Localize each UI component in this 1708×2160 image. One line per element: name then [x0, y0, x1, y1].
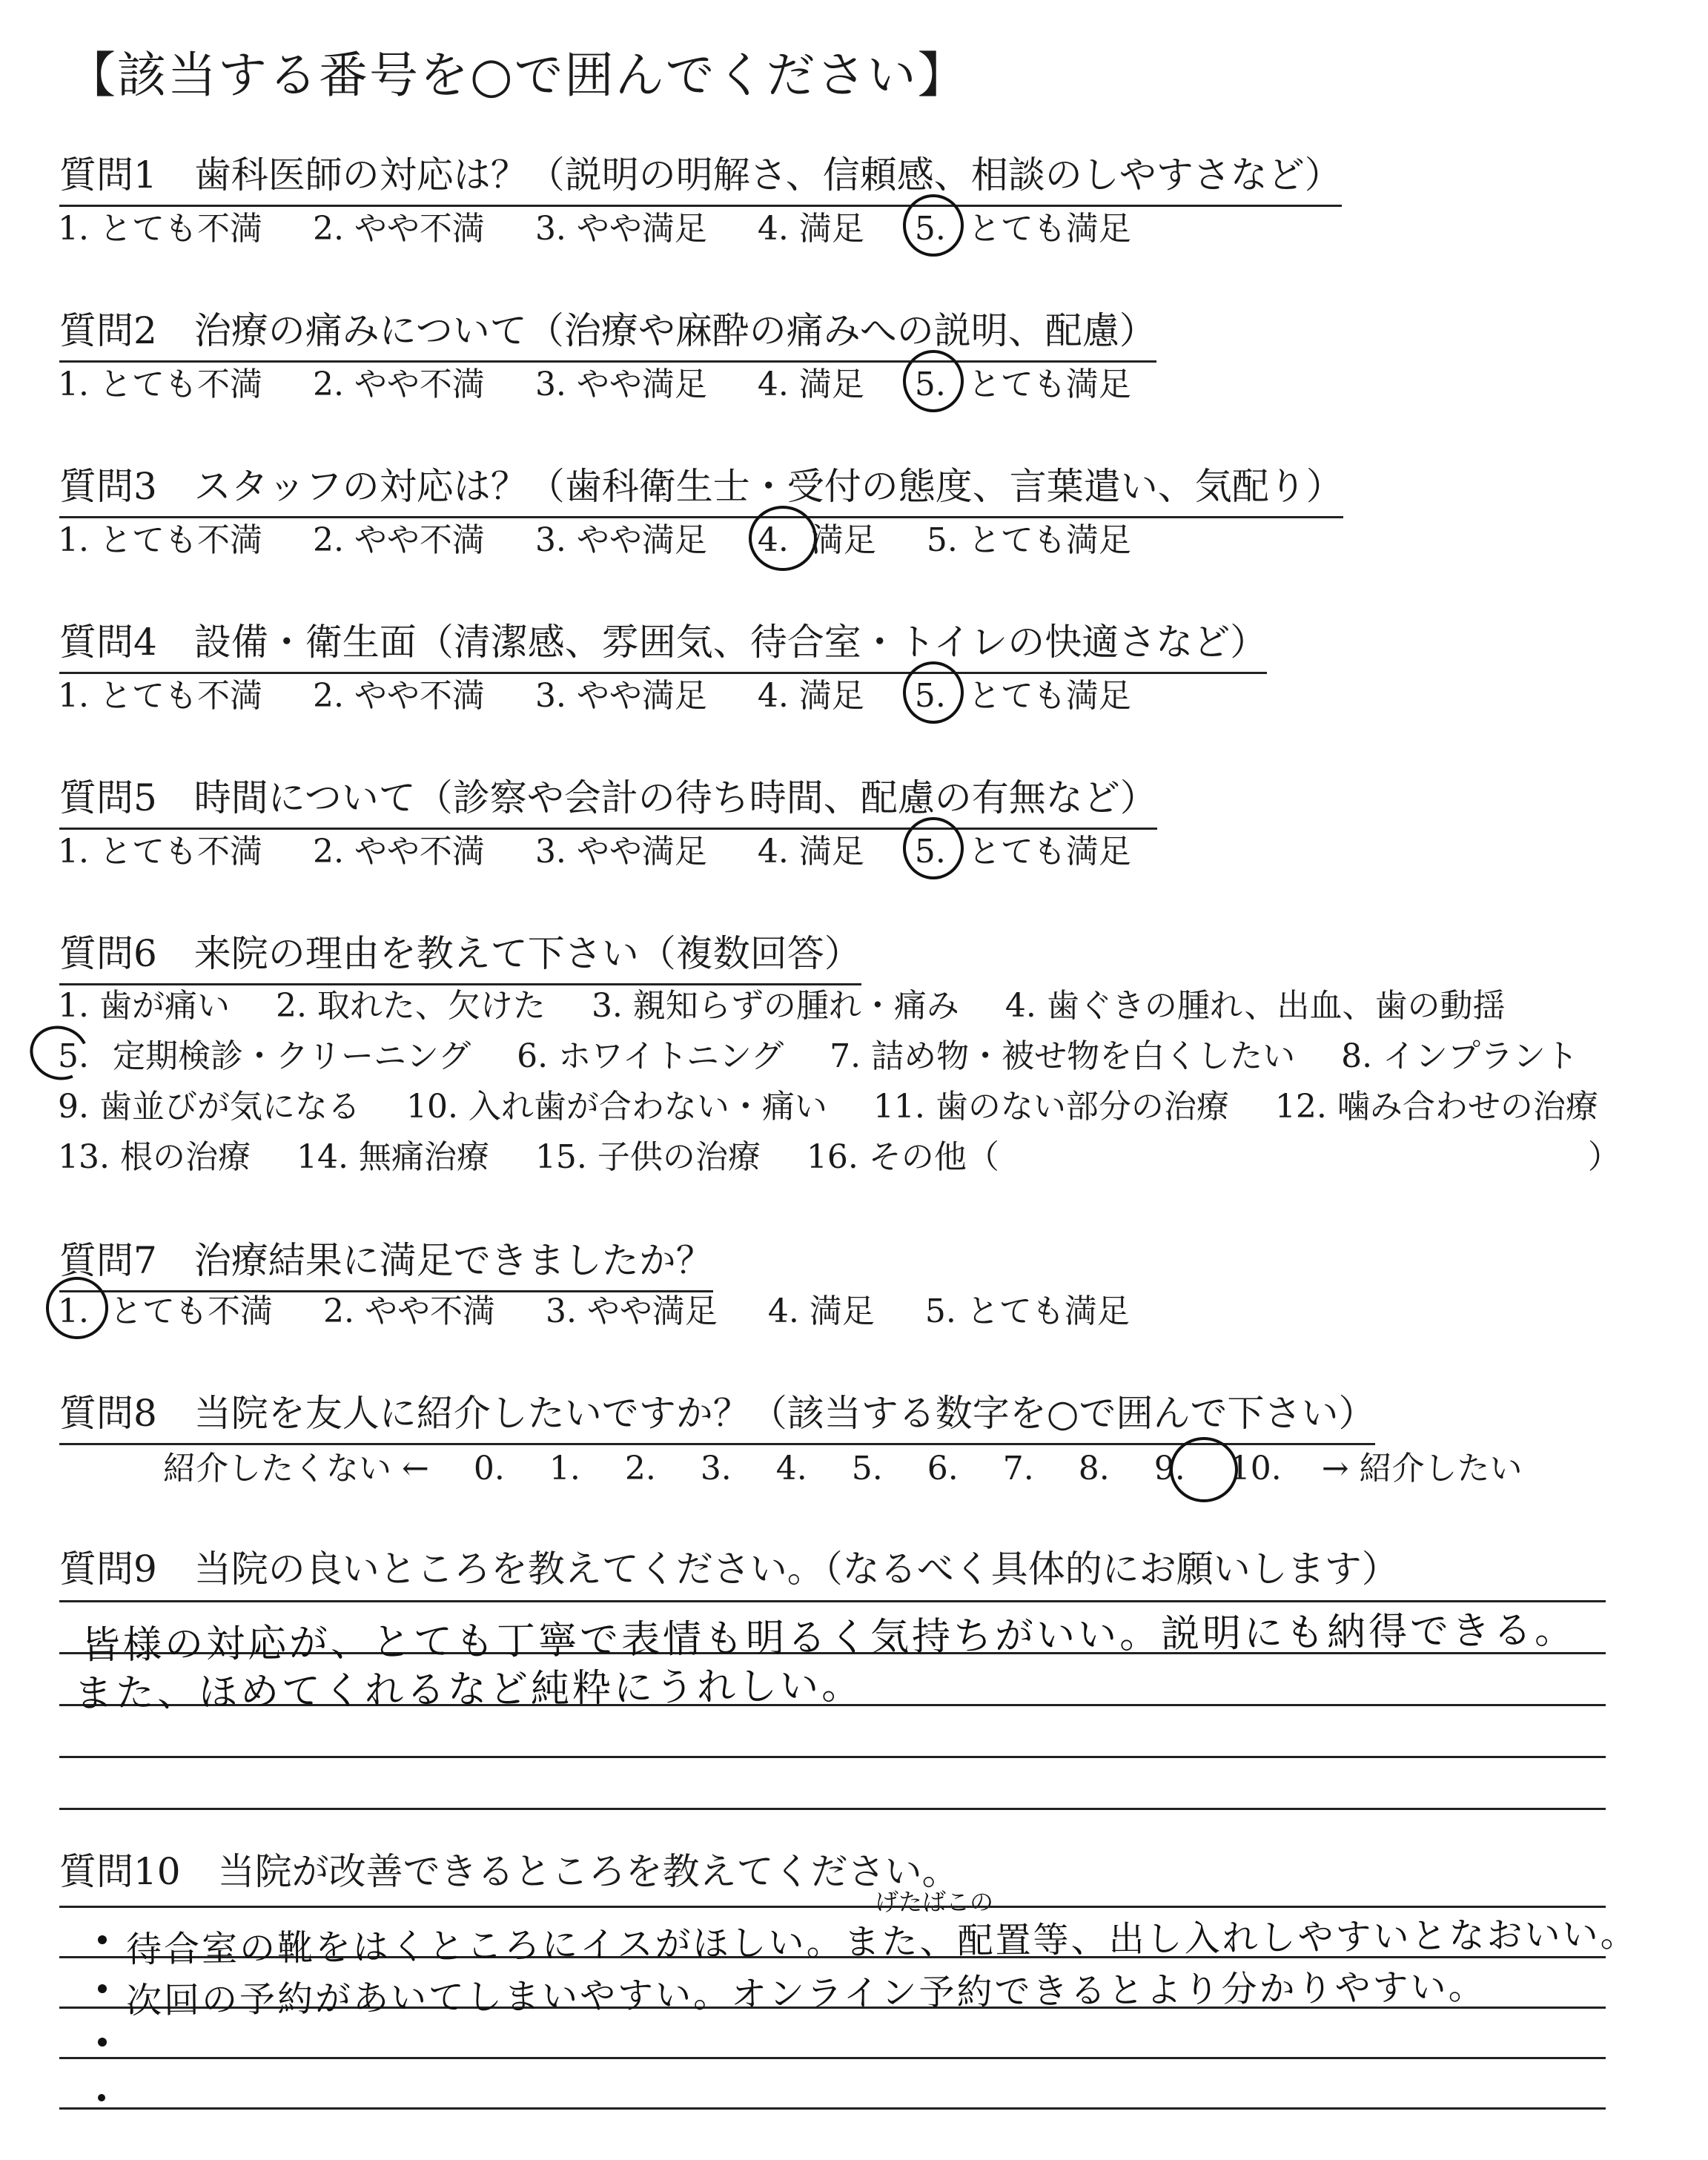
question-2-heading: 質問2 治療の痛みについて（治療や麻酔の痛みへの説明、配慮）	[59, 301, 1156, 363]
q10-bullet-1	[98, 1935, 107, 1944]
q10-bullet-4	[98, 2094, 105, 2101]
q6-option-12[interactable]: 12. 噛み合わせの治療	[1274, 1088, 1598, 1126]
q4-option-4[interactable]: 4. 満足	[757, 677, 864, 715]
q6-option-3[interactable]: 3. 親知らずの腫れ・痛み	[591, 987, 959, 1025]
q6-option-2[interactable]: 2. 取れた、欠けた	[275, 987, 546, 1025]
q5-option-5-label: とても満足	[967, 833, 1131, 871]
q1-option-3[interactable]: 3. やや満足	[534, 210, 707, 248]
q7-option-1-label: とても不満	[109, 1292, 273, 1330]
q8-option-8[interactable]: 8.	[1078, 1450, 1110, 1487]
q8-option-9[interactable]: 9.	[1153, 1450, 1185, 1487]
question-9-heading: 質問9 当院の良いところを教えてください。（なるべく具体的にお願いします）	[59, 1548, 1399, 1591]
question-1-options	[58, 202, 1131, 249]
q9-answer-line-1: 皆様の対応が、とても丁寧で表情も明るく気持ちがいい。説明にも納得できる。	[81, 1608, 1577, 1668]
q6-options-row-2	[58, 1029, 1614, 1077]
question-8-heading: 質問8 当院を友人に紹介したいですか？（該当する数字を○で囲んで下さい）	[59, 1384, 1375, 1445]
q8-scale	[163, 1441, 1557, 1489]
q1-option-1[interactable]: 1. とても不満	[58, 210, 262, 248]
q6-options-row-4	[58, 1130, 1656, 1178]
question-7-options	[58, 1284, 1130, 1332]
q4-option-3[interactable]: 3. やや満足	[534, 677, 707, 715]
question-2-options	[58, 357, 1131, 405]
q7-option-1[interactable]: 1.	[58, 1292, 89, 1330]
q5-option-4[interactable]: 4. 満足	[757, 833, 864, 871]
q10-bullet-2	[98, 1984, 107, 1993]
q6-option-5-label: 定期検診・クリーニング	[112, 1037, 471, 1075]
q8-option-6[interactable]: 6.	[927, 1450, 959, 1487]
q9-rule-5	[59, 1808, 1606, 1810]
question-6-heading: 質問6 来院の理由を教えて下さい（複数回答）	[59, 924, 861, 985]
q2-option-3[interactable]: 3. やや満足	[534, 366, 707, 403]
q10-rule-5	[59, 2107, 1606, 2110]
q10-furigana: げたばこの	[875, 1888, 994, 1916]
q1-option-2[interactable]: 2. やや不満	[312, 210, 485, 248]
q2-option-4[interactable]: 4. 満足	[757, 366, 864, 403]
q3-option-4[interactable]: 4.	[757, 521, 789, 559]
q1-option-5-label: とても満足	[967, 210, 1131, 248]
q6-option-5[interactable]: 5.	[58, 1037, 89, 1075]
q10-bullet-3	[98, 2038, 107, 2047]
q6-option-6[interactable]: 6. ホワイトニング	[517, 1037, 784, 1075]
question-4-options	[58, 669, 1131, 716]
q6-option-11[interactable]: 11. 歯のない部分の治療	[873, 1088, 1229, 1126]
question-4-heading: 質問4 設備・衛生面（清潔感、雰囲気、待合室・トイレの快適さなど）	[59, 612, 1267, 674]
q6-option-15[interactable]: 15. 子供の治療	[534, 1138, 761, 1176]
q6-option-7[interactable]: 7. 詰め物・被せ物を白くしたい	[830, 1037, 1296, 1075]
q3-option-2[interactable]: 2. やや不満	[312, 521, 485, 559]
question-5-options	[58, 825, 1131, 872]
q4-option-5-label: とても満足	[967, 677, 1131, 715]
q10-rule-4	[59, 2057, 1606, 2059]
question-5-heading: 質問5 時間について（診察や会計の待ち時間、配慮の有無など）	[59, 768, 1157, 830]
q2-option-5-label: とても満足	[967, 366, 1131, 403]
page-title: 【該当する番号を○で囲んでください】	[67, 47, 968, 104]
q8-option-10[interactable]: 10.	[1229, 1450, 1282, 1487]
q7-option-2[interactable]: 2. やや不満	[322, 1292, 495, 1330]
q9-answer-line-2: また、ほめてくれるなど純粋にうれしい。	[73, 1663, 864, 1717]
q7-option-3[interactable]: 3. やや満足	[545, 1292, 718, 1330]
question-7-heading: 質問7 治療結果に満足できましたか？	[59, 1231, 713, 1292]
q4-option-1[interactable]: 1. とても不満	[58, 677, 262, 715]
q5-option-1[interactable]: 1. とても不満	[58, 833, 262, 871]
q6-option-9[interactable]: 9. 歯並びが気になる	[58, 1088, 360, 1126]
question-3-options	[58, 513, 1131, 561]
q8-option-1[interactable]: 1.	[549, 1450, 580, 1487]
q2-option-5[interactable]: 5.	[914, 366, 946, 403]
q5-option-2[interactable]: 2. やや不満	[312, 833, 485, 871]
question-3-heading: 質問3 スタッフの対応は？（歯科衛生士・受付の態度、言葉遣い、気配り）	[59, 457, 1343, 518]
q6-option-16[interactable]: 16. その他（	[806, 1138, 999, 1176]
question-1-heading: 質問1 歯科医師の対応は？（説明の明解さ、信頼感、相談のしやすさなど）	[59, 145, 1342, 207]
q5-option-5[interactable]: 5.	[914, 833, 946, 871]
q9-rule-4	[59, 1756, 1606, 1758]
q3-option-3[interactable]: 3. やや満足	[534, 521, 707, 559]
q6-options-row-3	[58, 1080, 1634, 1127]
q6-option-1[interactable]: 1. 歯が痛い	[58, 987, 230, 1025]
q6-option-10[interactable]: 10. 入れ歯が合わない・痛い	[406, 1088, 827, 1126]
q1-option-4[interactable]: 4. 満足	[757, 210, 864, 248]
q7-option-4[interactable]: 4. 満足	[767, 1292, 875, 1330]
q8-option-7[interactable]: 7.	[1002, 1450, 1034, 1487]
q6-option-14[interactable]: 14. 無痛治療	[296, 1138, 489, 1176]
q6-option-13[interactable]: 13. 根の治療	[58, 1138, 251, 1176]
q5-option-3[interactable]: 3. やや満足	[534, 833, 707, 871]
q3-option-1[interactable]: 1. とても不満	[58, 521, 262, 559]
q2-option-2[interactable]: 2. やや不満	[312, 366, 485, 403]
q2-option-1[interactable]: 1. とても不満	[58, 366, 262, 403]
q3-option-4-label: 満足	[810, 521, 876, 559]
q1-option-5[interactable]: 5.	[914, 210, 946, 248]
q8-option-5[interactable]: 5.	[851, 1450, 883, 1487]
q6-option-8[interactable]: 8. インプラント	[1341, 1037, 1579, 1075]
q10-answer-line-2: 次回の予約があいてしまいやすい。オンライン予約できるとより分かりやすい。	[125, 1966, 1486, 2022]
q6-options-row-1	[58, 979, 1541, 1026]
q3-option-5[interactable]: 5. とても満足	[926, 521, 1131, 559]
question-10-heading: 質問10 当院が改善できるところを教えてください。	[59, 1850, 959, 1893]
q4-option-2[interactable]: 2. やや不満	[312, 677, 485, 715]
q7-option-5[interactable]: 5. とても満足	[924, 1292, 1130, 1330]
q8-option-4[interactable]: 4.	[775, 1450, 807, 1487]
q8-left-label: 紹介したくない ←	[163, 1450, 429, 1487]
q10-answer-line-1: 待合室の靴をはくところにイスがほしい。また、配置等、出し入れしやすいとなおいい。	[125, 1913, 1638, 1971]
q4-option-5[interactable]: 5.	[914, 677, 946, 715]
q8-option-2[interactable]: 2.	[624, 1450, 656, 1487]
q6-option-4[interactable]: 4. 歯ぐきの腫れ、出血、歯の動揺	[1004, 987, 1506, 1025]
q8-option-0[interactable]: 0.	[473, 1450, 505, 1487]
q6-other-close: ）	[1587, 1138, 1621, 1176]
q8-right-label: → 紹介したい	[1321, 1450, 1523, 1487]
q8-option-3[interactable]: 3.	[700, 1450, 732, 1487]
